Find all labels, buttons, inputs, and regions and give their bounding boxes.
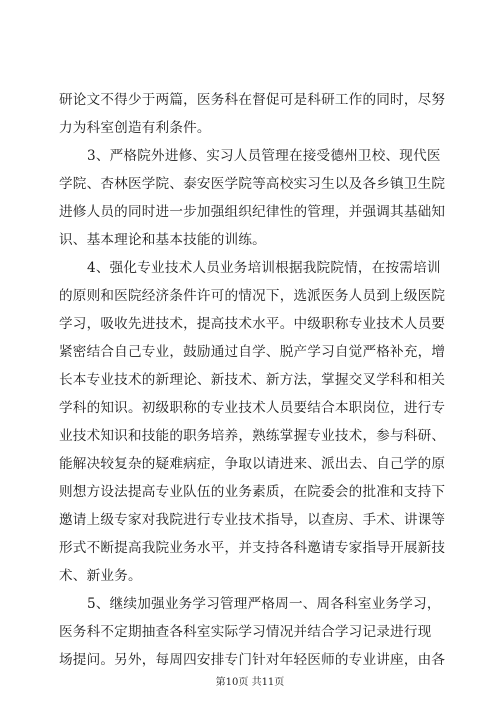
text-line: 形式不断提高我院业务水平，并支持各科邀请专家指导开展新技 [59,540,446,556]
text-line: 力为科室创造有利条件。 [59,120,211,136]
text-line: 紧密结合自己专业，鼓励通过自学、脱产学习自觉严格补充，增 [59,344,446,360]
text-line: 的原则和医院经济条件许可的情况下，选派医务人员到上级医院 [59,288,446,304]
page-number-footer: 第10页 共11页 [215,677,285,688]
text-line: 3、严格院外进修、实习人员管理在接受德州卫校、现代医 [87,148,441,164]
text-line: 长本专业技术的新理论、新技术、新方法，掌握交叉学科和相关 [59,372,446,388]
text-line: 场提问。另外，每周四安排专门针对年轻医师的专业讲座，由各 [59,652,446,668]
text-line: 识、基本理论和基本技能的训练。 [59,232,266,248]
text-line: 学院、杏林医学院、泰安医学院等高校实习生以及各乡镇卫生院 [59,176,446,192]
text-line: 则想方设法提高专业队伍的业务素质，在院委会的批准和支持下 [59,484,446,500]
text-line: 进修人员的同时进一步加强组织纪律性的管理，并强调其基础知 [59,204,446,220]
text-line: 4、强化专业技术人员业务培训根据我院院情，在按需培训 [87,260,441,276]
text-line: 研论文不得少于两篇，医务科在督促可是科研工作的同时，尽努 [59,92,446,108]
text-line: 学科的知识。初级职称的专业技术人员要结合本职岗位，进行专 [59,400,446,416]
text-line: 医务科不定期抽查各科室实际学习情况并结合学习记录进行现 [59,624,432,640]
text-line: 邀请上级专家对我院进行专业技术指导，以查房、手术、讲课等 [59,512,446,528]
text-line: 学习，吸收先进技术，提高技术水平。中级职称专业技术人员要 [59,316,446,332]
text-line: 能解决较复杂的疑难病症，争取以请进来、派出去、自己学的原 [59,456,446,472]
text-line: 术、新业务。 [59,568,142,584]
text-line: 5、继续加强业务学习管理严格周一、周各科室业务学习， [87,596,441,612]
text-line: 业技术知识和技能的职务培养，熟练掌握专业技术，参与科研、 [59,428,446,444]
